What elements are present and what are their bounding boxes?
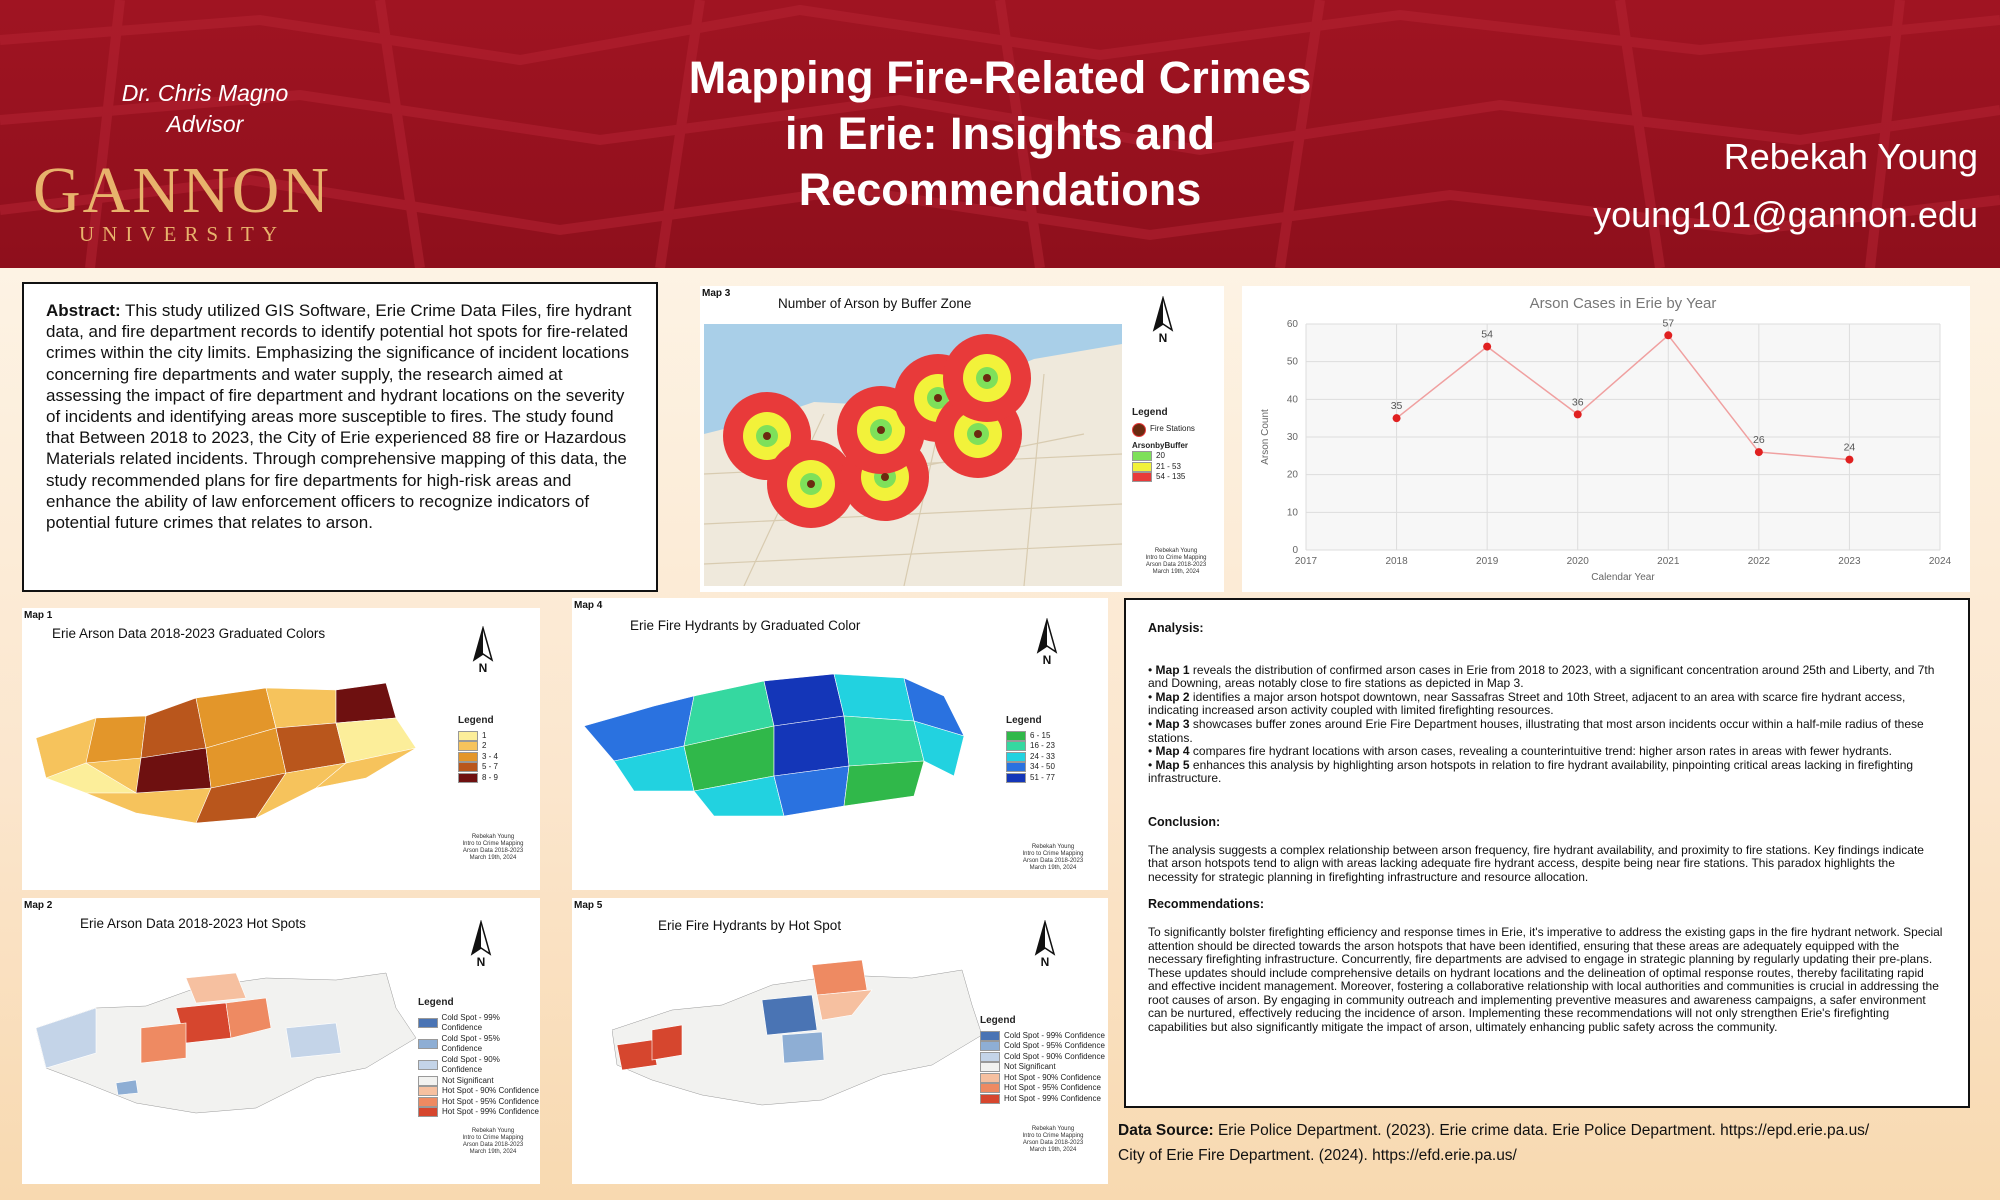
poster-title [540,50,1460,218]
legend-label: 51 - 77 [1030,772,1055,782]
chart-x-tick: 2024 [1928,556,1952,567]
legend-swatch [418,1097,438,1107]
map5-panel [572,898,1108,1184]
chart-x-tick: 2021 [1657,556,1680,567]
map5-legend-item [980,1031,1105,1042]
chart-x-tick: 2023 [1838,556,1861,567]
map5-credit: Rebekah Young Intro to Crime Mapping Arson Data 2018-2023 March 19th, 2024 [1022,1126,1084,1153]
svg-text:N: N [1158,331,1168,344]
legend-swatch [418,1018,438,1028]
map4-legend-item [1006,731,1055,742]
map4-legend-item [1006,752,1055,763]
abstract-panel [22,282,658,592]
map1-credit: Rebekah Young Intro to Crime Mapping Arson Data 2018-2023 March 19th, 2024 [462,834,524,861]
map1-legend-item [458,731,498,742]
legend-label: 21 - 53 [1156,461,1181,471]
poster-header [0,0,2000,268]
map5-map [612,960,992,1110]
analysis-heading: Analysis: [1148,621,1204,635]
legend-swatch [980,1052,1000,1062]
chart-y-tick: 50 [1286,356,1298,368]
map3-legend-item [1132,472,1195,483]
legend-label: 8 - 9 [482,772,499,782]
chart-x-axis-label: Calendar Year [1591,572,1655,583]
legend-label: 3 - 4 [482,751,499,761]
map5-title: Erie Fire Hydrants by Hot Spot [658,918,842,933]
analysis-bullet: • Map 1 reveals the distribution of confirmed arson cases in Erie from 2018 to 2023, with a significant concentration around 25th and Liberty, and 7th and Downing, areas notably close to fire stations as depicted in Map 3. [1148,662,1935,691]
chart-data-point [1393,414,1401,422]
map2-legend-item [418,1107,540,1118]
chart-y-tick: 0 [1292,545,1298,556]
legend-swatch [1006,752,1026,762]
map2-legend-classes [418,1013,540,1118]
legend-swatch [980,1062,1000,1072]
legend-swatch [458,731,478,741]
legend-label: Cold Spot - 99% Confidence [441,1012,500,1032]
legend-label: Hot Spot - 95% Confidence [442,1096,539,1106]
map2-panel [22,898,540,1184]
recommendations-text: To significantly bolster firefighting efficiency and response times in Erie, it's imperative to address the existing gaps in the fire hydrant network. Special attention should be directed towards the arson hotspots that have been identified, ensuring that these areas are adequately equipped with the necessary firefighting infrastructure. Concurrently, fire departments are advised to engage in strategic planning by regularly updating their pre-plans. These updates should include comprehensive details on hydrant locations and the delineation of optimal response routes, thereby facilitating rapid and effective incident management. Moreover, fostering a collaborative relationship with local authorities and communities is crucial in addressing the root causes of arson. By engaging in community outreach and implementing preventive measures and awareness campaigns, a safer environment can be nurtured, effectively reducing the incidence of arson. Implementing these recommendations will not only strengthen Erie's firefighting capabilities but also significantly mitigate the impact of arson, ultimately enhancing public safety across the community. [1148,924,1943,1035]
map2-credit: Rebekah Young Intro to Crime Mapping Arson Data 2018-2023 March 19th, 2024 [462,1128,524,1155]
legend-label: Hot Spot - 99% Confidence [1004,1093,1101,1103]
map1-legend-item [458,752,498,763]
legend-label: Hot Spot - 95% Confidence [1004,1083,1101,1092]
analysis-bullet: • Map 3 showcases buffer zones around Erie Fire Department houses, illustrating that most arson incidents occur within a half-mile radius of these stations. [1148,716,1924,745]
abstract-text: This study utilized GIS Software, Erie Crime Data Files, fire hydrant data, and fire department records to identify potential hot spots for fire-related crimes within the city limits. Emphasizing the significance of incident locations concerning fire departments and water supply, the research aimed at assessing the impact of fire department and hydrant locations on the severity of incidents and identifying areas more susceptible to fires. The study found that Between 2018 to 2023, the City of Erie experienced 88 fire or Hazardous Materials related incidents. Through comprehensive mapping of this data, the study recommended plans for fire departments for high-risk areas and enhance the ability of law enforcement officers to recognize indicators of potential future crimes that relates to arson. [46,301,632,533]
chart-y-tick: 40 [1286,394,1298,406]
legend-swatch [980,1041,1000,1051]
map4-legend-title: Legend [1006,715,1042,726]
legend-label: Cold Spot - 90% Confidence [1004,1051,1105,1061]
legend-swatch [418,1076,438,1086]
chart-x-tick: 2019 [1476,556,1499,567]
map1-panel [22,608,540,890]
advisor-name: Dr. Chris Magno [121,80,289,106]
legend-label: 24 - 33 [1030,751,1055,761]
legend-label: 20 [1156,451,1165,460]
map5-north-arrow-icon [1032,920,1058,968]
map4-north-arrow-icon [1034,618,1060,666]
chart-data-label: 36 [1571,396,1584,409]
legend-label: Not Significant [442,1075,494,1085]
map4-legend [1006,716,1055,783]
legend-swatch [1132,462,1152,472]
legend-swatch [1006,773,1026,783]
legend-label: Not Significant [1004,1062,1056,1071]
map3-legend-item [1132,451,1195,462]
legend-label: Cold Spot - 95% Confidence [441,1033,500,1053]
chart-y-axis-label: Arson Count [1260,409,1271,465]
analysis-bullet: • Map 4 compares fire hydrant locations with arson cases, revealing a counterintuitive trend: higher arson rates in areas with fewer hydrants. [1148,744,1892,759]
chart-data-label: 26 [1753,434,1765,447]
svg-text:N: N [1040,955,1050,968]
chart-data-point [1574,410,1582,418]
source-label: Data Source: [1118,1122,1214,1139]
map4-credit: Rebekah Young Intro to Crime Mapping Arson Data 2018-2023 March 19th, 2024 [1022,844,1084,871]
map4-legend-item [1006,741,1055,752]
legend-swatch [980,1031,1000,1041]
map3-north-arrow-icon [1150,296,1176,344]
chart-panel [1242,286,1970,592]
legend-swatch [418,1086,438,1096]
map3-map [704,324,1122,586]
legend-label: 2 [482,741,487,750]
chart-data-point [1845,456,1853,464]
map4-map [584,666,984,826]
logo-wordmark: GANNON [33,154,331,227]
map2-label: Map 2 [24,900,53,911]
svg-text:N: N [478,661,488,674]
data-source [1118,1118,1988,1168]
chart-x-tick: 2017 [1294,556,1318,567]
chart-data-point [1664,331,1672,339]
legend-label: Cold Spot - 95% Confidence [1004,1041,1105,1050]
map3-credit: Rebekah Young Intro to Crime Mapping Arson Data 2018-2023 March 19th, 2024 [1145,548,1207,575]
legend-swatch [1006,731,1026,741]
svg-text:N: N [1042,653,1052,666]
title-line-1: Mapping Fire-Related Crimes [688,52,1312,103]
legend-label: 1 [482,730,487,740]
map1-map [36,678,436,828]
map1-legend-item [458,773,498,784]
map1-label: Map 1 [24,610,53,621]
map5-legend-item [980,1094,1105,1105]
author-block [1593,128,1978,244]
legend-label: Hot Spot - 99% Confidence [442,1107,539,1116]
title-line-2: in Erie: Insights and [784,108,1216,159]
map1-legend-item [458,741,498,752]
map3-legend-sub: ArsonbyBuffer [1132,440,1189,450]
legend-swatch [1006,741,1026,751]
legend-label: 54 - 135 [1156,472,1186,481]
map2-legend [418,998,540,1118]
map5-legend-item [980,1052,1105,1063]
map2-north-arrow-icon [468,920,494,968]
logo-subtext: UNIVERSITY [79,222,285,246]
legend-label: 16 - 23 [1030,741,1055,750]
chart-y-tick: 60 [1286,319,1298,330]
legend-swatch [1132,472,1152,482]
map5-legend-item [980,1062,1105,1073]
map3-legend-classes [1132,451,1195,483]
legend-swatch [980,1083,1000,1093]
conclusion-text: The analysis suggests a complex relationship between arson frequency, fire hydrant availability, and proximity to fire stations. Key findings indicate that arson hotspots tend to align with areas lacking adequate fire hydrant access, despite being near fire stations. This paradox highlights the necessity for strategic planning in firefighting infrastructure and resource allocation. [1148,842,1924,884]
svg-text:N: N [476,955,486,968]
map3-legend-stations: Fire Stations [1150,424,1195,434]
map5-legend-item [980,1083,1105,1094]
map4-panel [572,598,1108,890]
chart-data-label: 57 [1662,317,1675,330]
legend-label: 34 - 50 [1030,762,1055,771]
chart-y-tick: 20 [1286,469,1298,481]
map2-legend-item [418,1076,540,1087]
map4-legend-classes [1006,731,1055,784]
map4-label: Map 4 [574,600,603,611]
conclusion-heading: Conclusion: [1148,814,1221,829]
chart-x-tick: 2018 [1385,556,1408,567]
map4-legend-item [1006,773,1055,784]
map5-label: Map 5 [574,900,603,911]
map3-title: Number of Arson by Buffer Zone [778,296,972,311]
legend-swatch [458,741,478,751]
map5-legend-item [980,1073,1105,1084]
legend-label: 6 - 15 [1030,730,1051,740]
author-email: young101@gannon.edu [1593,194,1978,235]
map5-legend-item [980,1041,1105,1052]
map1-legend [458,716,498,783]
chart-data-point [1483,343,1491,351]
source-line-2: City of Erie Fire Department. (2024). https://efd.erie.pa.us/ [1118,1147,1517,1164]
map1-legend-title: Legend [458,715,494,726]
advisor-role: Advisor [166,111,244,137]
map2-title: Erie Arson Data 2018-2023 Hot Spots [80,916,306,931]
legend-swatch [458,773,478,783]
legend-label: Hot Spot - 90% Confidence [442,1086,539,1095]
map2-legend-title: Legend [418,997,454,1008]
map5-legend-title: Legend [980,1015,1016,1026]
legend-label: 5 - 7 [482,762,499,771]
map2-legend-item [418,1097,540,1108]
map4-legend-item [1006,762,1055,773]
map3-legend-title: Legend [1132,407,1168,418]
legend-swatch [980,1094,1000,1104]
analysis-bullet: • Map 2 identifies a major arson hotspot downtown, near Sassafras Street and 10th Street, adjacent to an area with scarce fire hydrant access, indicating increased arson activity coupled with limited firefighting resources. [1148,689,1906,718]
analysis-bullet: • Map 5 enhances this analysis by highlighting arson hotspots in relation to fire hydrant availability, pinpointing critical areas lacking in firefighting infrastructure. [1148,757,1914,786]
map2-legend-item [418,1034,540,1055]
map1-north-arrow-icon [470,626,496,674]
map2-legend-item [418,1086,540,1097]
abstract-label: Abstract: [46,301,121,320]
map3-legend [1132,408,1195,483]
chart-data-label: 24 [1843,441,1856,454]
map2-legend-item [418,1055,540,1076]
map5-legend [980,1016,1105,1104]
map3-legend-item [1132,462,1195,473]
legend-label: Cold Spot - 99% Confidence [1004,1030,1105,1040]
title-line-3: Recommendations [798,164,1202,215]
recommendations-heading: Recommendations: [1148,897,1264,912]
advisor-block [90,78,320,140]
chart-data-label: 54 [1481,328,1493,341]
author-name: Rebekah Young [1723,136,1978,177]
legend-swatch [418,1107,438,1117]
analysis-panel [1124,598,1970,1108]
map5-legend-classes [980,1031,1105,1105]
map2-legend-item [418,1013,540,1034]
source-line-1: Erie Police Department. (2023). Erie crime data. Erie Police Department. https://epd.erie.pa.us/ [1217,1122,1870,1139]
map2-map [36,968,426,1118]
gannon-logo [22,154,342,247]
legend-swatch [458,752,478,762]
analysis-bullets [1148,664,1946,786]
fire-station-icon [1132,423,1146,437]
chart-data-point [1755,448,1763,456]
legend-swatch [980,1073,1000,1083]
legend-swatch [418,1060,438,1070]
legend-swatch [418,1039,438,1049]
map1-legend-item [458,762,498,773]
legend-label: Hot Spot - 90% Confidence [1004,1072,1101,1082]
chart-title: Arson Cases in Erie by Year [1529,295,1717,312]
legend-swatch [1132,451,1152,461]
map3-panel [700,286,1224,592]
map4-title: Erie Fire Hydrants by Graduated Color [630,618,861,633]
chart-data-label: 35 [1390,400,1403,413]
chart-y-tick: 30 [1286,432,1298,443]
map1-title: Erie Arson Data 2018-2023 Graduated Colors [52,626,326,641]
legend-label: Cold Spot - 90% Confidence [441,1054,500,1074]
chart-x-tick: 2020 [1566,556,1589,567]
map1-legend-classes [458,731,498,784]
map3-label: Map 3 [702,288,731,299]
arson-line-chart [1242,286,1970,592]
legend-swatch [458,762,478,772]
legend-swatch [1006,762,1026,772]
chart-y-tick: 10 [1286,507,1298,519]
chart-x-tick: 2022 [1747,556,1770,567]
